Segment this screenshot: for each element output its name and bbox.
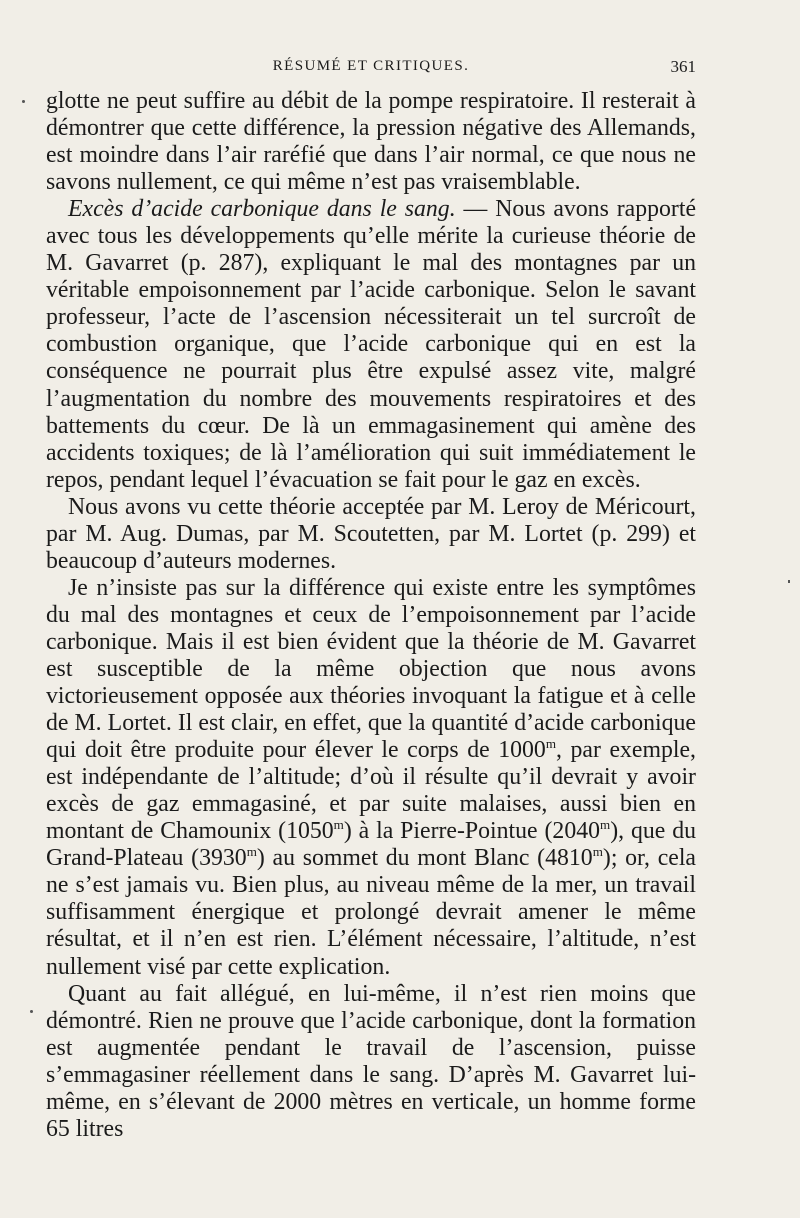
margin-speck bbox=[30, 1010, 33, 1013]
paragraph-2 bbox=[46, 196, 696, 494]
margin-speck bbox=[22, 100, 25, 103]
running-head bbox=[46, 58, 696, 82]
paragraph-text: ); or, cela ne s’est jamais vu. Bien plus, au niveau même de la mer, un travail suffisamment énergique et prolongé devrait amener le même résultat, et il n’en est rien. L’élément nécessaire, l’altitude, n’est nullement visé par cette explication. bbox=[46, 845, 696, 980]
paragraph-text: — Nous avons rapporté avec tous les développements qu’elle mérite la curieuse théorie de M. Gavarret (p. 287), expliquant le mal des montagnes par un véritable empoisonnement par l’acide carbonique. Selon le savant professeur, l’acte de l’ascension nécessiterait un tel surcroît de combustion organique, que l’acide carbonique qui en est la conséquence ne pourrait plus être expulsé assez vite, malgré l’augmentation du nombre des mouvements respiratoires et des battements du cœur. De là un emmagasinement qui amène des accidents toxiques; de là l’amélioration qui suit immédiatement le repos, pendant lequel l’évacuation se fait pour le gaz en excès. bbox=[46, 196, 697, 493]
body-text bbox=[46, 88, 696, 1143]
paragraph-text: , par exemple, est indépendante de l’altitude; d’où il résulte qu’il devrait y avoir excès de gaz emmagasiné, et par suite malaises, aussi bien en montant de Chamounix (1050 bbox=[46, 737, 696, 845]
meter-superscript: m bbox=[592, 844, 603, 860]
page-number: 361 bbox=[670, 57, 696, 76]
meter-superscript: m bbox=[545, 735, 557, 751]
section-heading: Excès d’acide carbonique dans le sang. bbox=[68, 196, 456, 223]
paragraph-text: glotte ne peut suffire au débit de la pompe respiratoire. Il resterait à démontrer que cette différence, la pression négative des Allemands, est moindre dans l’air raréfié que dans l’air normal, ce que nous ne savons nullement, ce qui même n’est pas vraisemblable. bbox=[46, 88, 696, 196]
paragraph-3 bbox=[46, 494, 696, 575]
meter-superscript: m bbox=[246, 844, 257, 860]
paragraph-text: Je n’insiste pas sur la différence qui existe entre les symptômes du mal des montagnes et ceux de l’empoisonnement par l’acide carbonique. Mais il est bien évident que la théorie de M. Gavarret est susceptible de la même objection que nous avons victorieusement opposée aux théories invoquant la fatigue et à celle de M. Lortet. Il est clair, en effet, que la quantité d’acide carbonique qui doit être produite pour élever le corps de 1000 bbox=[46, 574, 696, 764]
paragraph-text: ), que du Grand-Plateau (3930 bbox=[46, 818, 697, 872]
paragraph-text: ) au sommet du mont Blanc (4810 bbox=[256, 845, 593, 872]
paragraph-4 bbox=[46, 575, 696, 981]
paragraph-5 bbox=[46, 981, 696, 1143]
paragraph-text: Nous avons vu cette théorie acceptée par M. Leroy de Méricourt, par M. Aug. Dumas, par M. Scoutetten, par M. Lortet (p. 299) et beaucoup d’auteurs modernes. bbox=[46, 493, 696, 574]
meter-superscript: m bbox=[600, 817, 611, 833]
paragraph-1 bbox=[46, 88, 696, 196]
meter-superscript: m bbox=[333, 817, 344, 833]
paragraph-text: Quant au fait allégué, en lui-même, il n’est rien moins que démontré. Rien ne prouve que l’acide carbonique, dont la formation est augmentée pendant le travail de l’ascension, puisse s’emmagasiner réellement dans le sang. D’après M. Gavarret lui-même, en s’élevant de 2000 mètres en verticale, un homme forme 65 litres bbox=[46, 980, 696, 1142]
paragraph-text: ) à la Pierre-Pointue (2040 bbox=[343, 818, 601, 845]
running-title: RÉSUMÉ ET CRITIQUES. bbox=[272, 58, 470, 74]
margin-speck bbox=[788, 580, 790, 583]
